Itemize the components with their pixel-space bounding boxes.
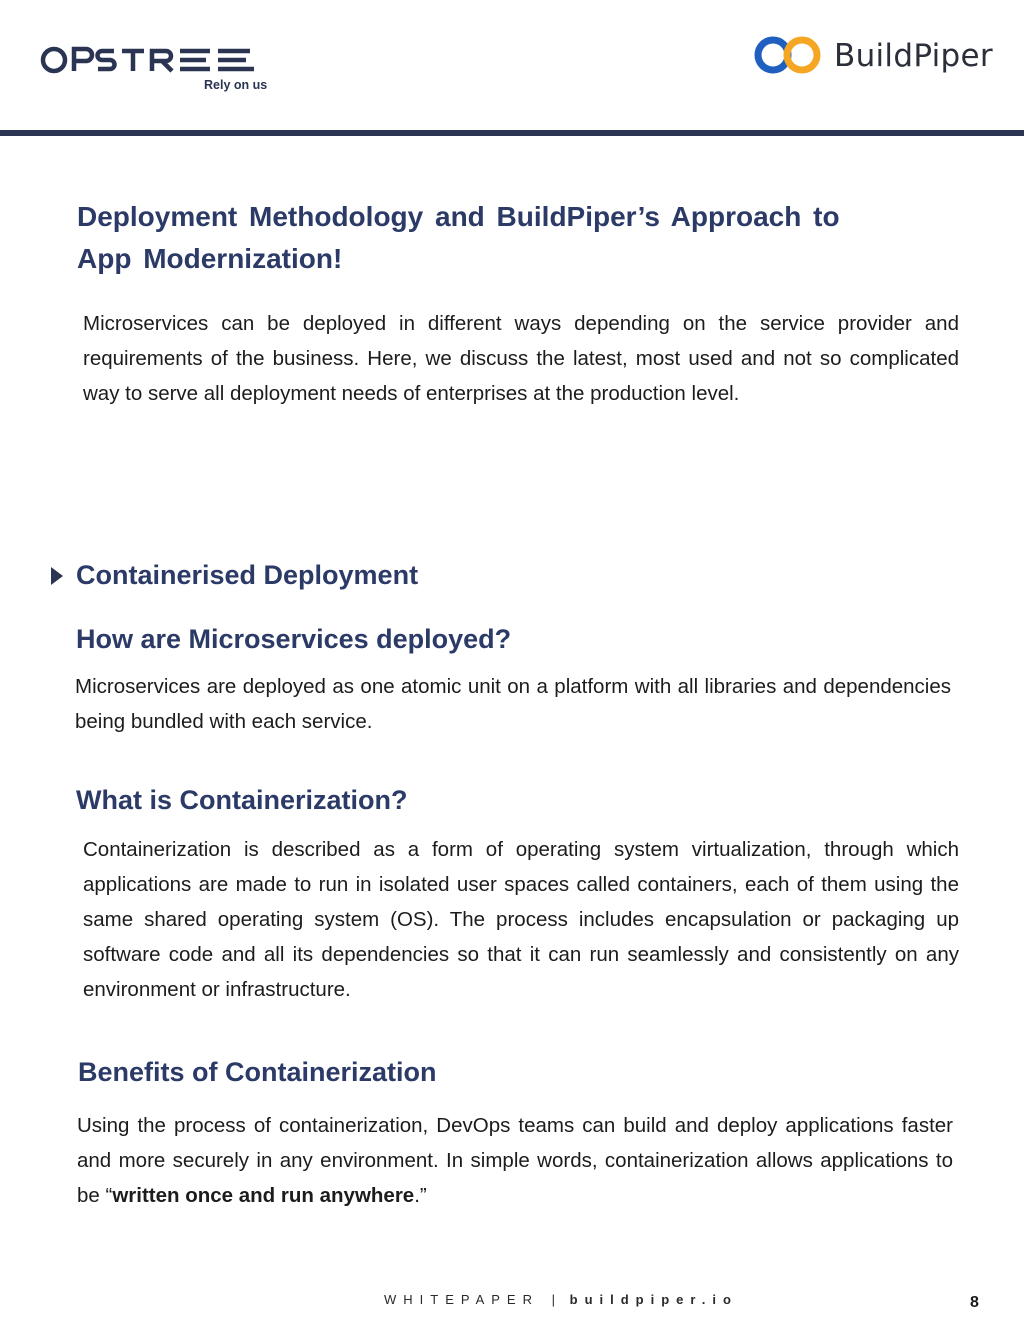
containerization-paragraph: Containerization is described as a form of operating system virtualization, through which applications are made to run in isolated user spaces called containers, each of them using the same shared operating system (OS). The process includes encapsulation or packaging up software code and all its dependencies so that it can run seamlessly and consistently on any environment or infrastructure. <box>83 838 959 1001</box>
opstree-tagline: Rely on us <box>204 78 268 92</box>
benefits-heading: Benefits of Containerization <box>78 1057 437 1087</box>
page-title: Deployment Methodology and BuildPiper’s Approach to App Modernization! <box>77 201 840 274</box>
buildpiper-mark-icon <box>752 34 828 78</box>
benefits-text-end: .” <box>414 1184 427 1207</box>
section-heading: Containerised Deployment <box>76 560 419 590</box>
microservices-deploy-heading: How are Microservices deployed? <box>76 624 512 654</box>
benefits-emphasis: written once and run anywhere <box>112 1184 415 1207</box>
footer-label: WHITEPAPER <box>384 1292 539 1307</box>
microservices-deploy-paragraph: Microservices are deployed as one atomic unit on a platform with all libraries and dependencies being bundled with each service. <box>75 675 951 733</box>
page-header <box>0 0 1024 130</box>
buildpiper-logo <box>752 34 992 78</box>
benefits-paragraph <box>77 1108 953 1213</box>
footer-separator: | <box>551 1292 556 1307</box>
caret-right-icon <box>50 566 64 586</box>
buildpiper-wordmark: BuildPiper <box>834 38 993 74</box>
page-footer <box>384 1292 738 1307</box>
page-number: 8 <box>970 1294 979 1311</box>
benefits-text: Using the process of containerization, DevOps teams can build and deploy applications faster and more securely in any environment. In simple words, containerization allows applications to be “ <box>77 1114 953 1207</box>
footer-site-link[interactable]: buildpiper.io <box>569 1292 738 1307</box>
containerization-heading: What is Containerization? <box>76 785 408 815</box>
intro-paragraph: Microservices can be deployed in different ways depending on the service provider and requirements of the business. Here, we discuss the latest, most used and not so complicated way to serve all deployment needs of enterprises at the production level. <box>83 312 959 405</box>
header-rule <box>0 130 1024 136</box>
opstree-logo <box>40 40 280 96</box>
